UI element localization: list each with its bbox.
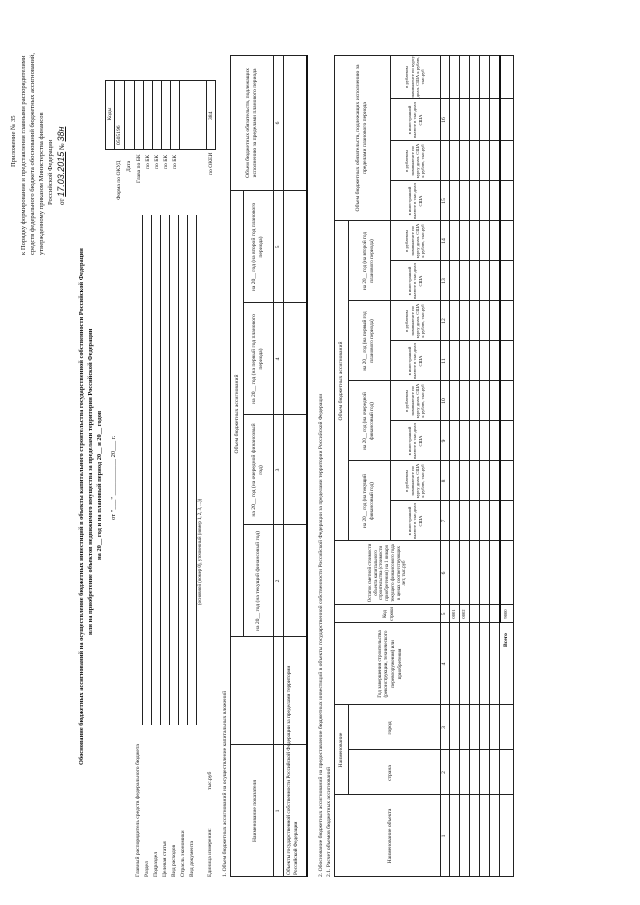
s2-period: на 20__ год (на первый год планового периода) — [362, 311, 375, 371]
bk-label: по БК — [163, 154, 169, 169]
s2-row-code: 0001 — [451, 609, 456, 619]
table-line — [348, 705, 349, 795]
table-line — [390, 140, 514, 141]
s2-num: 1 — [441, 834, 447, 838]
codes-header: Коды — [107, 107, 114, 121]
okei-label: по ОКЕИ — [208, 152, 214, 175]
s2-col-code: Код строки — [383, 607, 395, 621]
s1-num: 3 — [275, 468, 281, 472]
s2-col-remaining: Остаток сметной стоимости объекта капитального строительства (стоимости приобретения) на 1 января текущего финансового года в ценах соответствующих лет, тыс.руб — [367, 543, 408, 603]
bk-label: по БК — [145, 154, 151, 169]
codes-divider — [179, 80, 180, 150]
s1-row-label: Объекты государственной собственности Российской Федерации за пределами территории Российской Федерации — [286, 665, 299, 875]
field-label: Вид расходов — [171, 844, 177, 877]
s2-num: 10 — [441, 398, 447, 404]
table-line — [348, 221, 349, 541]
s2-num: 9 — [441, 439, 447, 443]
s1-col-y3: на 20__ год (на первый год планового периода) — [251, 314, 264, 404]
s2-col-name-group: Наименование — [337, 732, 344, 768]
codes-box — [114, 80, 216, 150]
s2-col-after: Объем бюджетных обязательств, подлежащих исполнению за пределами планового периода — [355, 64, 368, 212]
s1-bottom-rule — [306, 55, 308, 877]
s2-num: 7 — [441, 519, 447, 523]
s2-sub-currency: в иностранной валюте в тыс.долл США — [406, 503, 423, 539]
s1-col-y2: на 20__ год (на очередной финансовый год) — [251, 423, 264, 517]
codes-divider — [161, 80, 162, 150]
table-line — [449, 55, 450, 877]
doc-period: на 20__ год и на плановый период 20__ и 20__ годов — [96, 410, 103, 560]
s2-num: 15 — [441, 198, 447, 204]
s2-sub-rub: в рублевом эквиваленте по курсу долл. США к рублю, тыс.руб — [404, 56, 426, 98]
table-line — [283, 55, 284, 877]
form-okud-label: Форма по ОКУД — [116, 160, 122, 200]
field-line — [169, 215, 170, 725]
s2-num: 8 — [441, 479, 447, 483]
appendix-line: средств федерального бюджета обоснований бюджетных ассигнований, — [29, 52, 36, 255]
s2-num: 3 — [441, 726, 447, 729]
doc-title: Обоснование бюджетных ассигнований на осуществление бюджетных инвестиций в объекты капитального строительства государственной собственности Российской Федерации — [78, 248, 85, 765]
s2-num: 13 — [441, 278, 447, 284]
s1-num: 6 — [275, 121, 281, 125]
table-line — [459, 55, 460, 877]
table-line — [334, 220, 514, 221]
appendix-order — [56, 127, 66, 205]
table-line — [390, 340, 514, 341]
s2-total-code: 9000 — [503, 609, 508, 619]
codes-divider — [124, 80, 125, 150]
doc-date-line: от "___" ___________ 20___ г. — [110, 435, 117, 520]
unit-value: тыс.руб — [207, 771, 213, 790]
s2-total-label: Всего — [503, 633, 509, 647]
codes-divider — [143, 80, 144, 150]
field-line — [196, 215, 197, 725]
s2-num: 12 — [441, 318, 447, 324]
s1-col-name: Наименование показателя — [251, 780, 258, 842]
s1-num: 5 — [275, 245, 281, 249]
section2-subtitle: 2.1. Расчет объемов бюджетных ассигнований — [326, 767, 332, 877]
s2-sub-rub: в рублевом эквиваленте по курсу долл. США к рублю, тыс.руб — [404, 143, 426, 179]
okei-code: 384 — [208, 111, 214, 120]
s2-num: 14 — [441, 238, 447, 244]
field-label: Подраздел — [153, 851, 159, 877]
table-line — [334, 540, 514, 541]
order-date: 17.03.2015 — [56, 151, 66, 197]
s2-row-code: 0002 — [461, 609, 466, 619]
s1-num: 4 — [275, 357, 281, 361]
table-line — [489, 55, 490, 877]
table-line — [334, 794, 514, 795]
s2-sub-currency: в иностранной валюте в тыс.долл США — [406, 183, 423, 219]
order-number-label: № — [58, 143, 66, 150]
table-line — [390, 221, 391, 541]
doc-title-line2: или на приобретение объектов недвижимого имущества за пределами территории Российской Федерации — [87, 328, 94, 635]
s2-sub-currency: в иностранной валюте в тыс.долл США — [406, 263, 423, 299]
appendix-line: утвержденному приказом Министерства финансов — [38, 112, 45, 255]
table-line — [469, 55, 470, 877]
field-line — [151, 215, 152, 725]
s2-col-year: Год завершения строительства (реконструкции, технического перевооружения) или приобретения — [376, 630, 403, 698]
table-line — [479, 55, 480, 877]
s2-period: на 20__ год (на второй год планового периода) — [362, 232, 375, 290]
s2-period: на 20__ год (на очередной финансовый год) — [362, 392, 375, 450]
table-line — [390, 260, 514, 261]
order-number: 38н — [56, 126, 66, 142]
s1-col-y4: на 20__ год (на второй год планового периода) — [251, 202, 264, 292]
s2-group: Объем бюджетных ассигнований — [338, 341, 345, 421]
doc-type-note: (основной (номер 0), уточненный (номер 1, 2, 3, ...)) — [198, 498, 203, 605]
table-line — [390, 180, 514, 181]
s1-col-after: Объем бюджетных обязательств, подлежащих исполнению за пределами планового периода — [245, 68, 258, 178]
s2-sub-rub: в рублевом эквиваленте по курсу долл. США к рублю, тыс.руб — [404, 303, 426, 339]
table-line — [390, 420, 514, 421]
date-label: Дата — [126, 160, 132, 172]
order-from-label: от — [58, 198, 66, 205]
field-line — [178, 215, 179, 725]
bk-label-main: Глава по БК — [136, 154, 142, 183]
s2-num: 5 — [441, 612, 447, 616]
codes-divider — [134, 80, 135, 150]
s2-period: на 20__ год (на текущий финансовый год) — [362, 474, 375, 528]
field-label: Главный распорядитель средств федерального бюджета — [135, 744, 141, 877]
field-label: Вид документа — [189, 841, 195, 877]
unit-label: Единица измерения: — [207, 828, 213, 877]
s2-sub-rub: в рублевом эквиваленте по курсу долл. США к рублю, тыс.руб — [404, 223, 426, 259]
table-line — [390, 55, 391, 221]
form-code: 0505196 — [116, 125, 122, 145]
field-line — [187, 215, 188, 725]
s1-num: 1 — [275, 809, 281, 813]
bk-label: по БК — [154, 154, 160, 169]
codes-divider — [206, 80, 207, 150]
table-line — [334, 704, 514, 705]
field-label: Раздел — [144, 861, 150, 877]
s2-num: 2 — [441, 771, 447, 774]
s1-col-y1: на 20__ год (на текущий финансовый год) — [254, 531, 261, 631]
s2-col-country: страна — [386, 765, 393, 781]
appendix-title: Приложение № 35 — [10, 115, 17, 167]
section1-title: 1. Объем бюджетных ассигнований на осуществление капитальных вложений — [222, 690, 228, 877]
field-label: Отрасль экономики — [180, 830, 186, 877]
field-line — [142, 215, 143, 725]
s2-col-city: город — [386, 721, 393, 735]
s2-num: 4 — [441, 662, 447, 666]
s1-group: Объем бюджетных ассигнований — [233, 374, 240, 454]
s2-sub-currency: в иностранной валюте в тыс.долл США — [406, 102, 423, 138]
s2-sub-currency: в иностранной валюте в тыс.долл США — [406, 423, 423, 459]
section2-title: 2. Обоснование бюджетных ассигнований на предоставление бюджетных инвестиций в объекты государственной собственности Российской Федерации за пределами территории Российской Федерации — [318, 393, 324, 877]
s1-num: 2 — [275, 579, 281, 583]
table-line — [334, 604, 514, 605]
bk-label: по БК — [172, 154, 178, 169]
table-line — [334, 622, 514, 623]
codes-divider — [152, 80, 153, 150]
s2-sub-rub: в рублевом эквиваленте по курсу долл. США к рублю, тыс.руб — [404, 383, 426, 419]
appendix-line: Российской Федерации — [47, 139, 54, 205]
appendix-line: к Порядку формирования и представления главными распорядителями — [20, 55, 27, 255]
s2-total-rule — [499, 55, 501, 623]
s2-sub-rub: в рублевом эквиваленте по курсу долл. США к рублю, тыс.руб — [404, 463, 426, 499]
s2-num: 16 — [441, 117, 447, 123]
s2-num: 11 — [441, 358, 447, 364]
s2-col-object: Наименование объекта — [386, 808, 393, 864]
field-label: Целевая статья — [162, 841, 168, 877]
table-line — [390, 500, 514, 501]
codes-divider — [170, 80, 171, 150]
s2-sub-currency: в иностранной валюте в тыс.долл США — [406, 343, 423, 379]
table-line — [390, 98, 514, 99]
field-line — [160, 215, 161, 725]
s2-num: 6 — [441, 571, 447, 575]
table-line — [273, 55, 274, 877]
